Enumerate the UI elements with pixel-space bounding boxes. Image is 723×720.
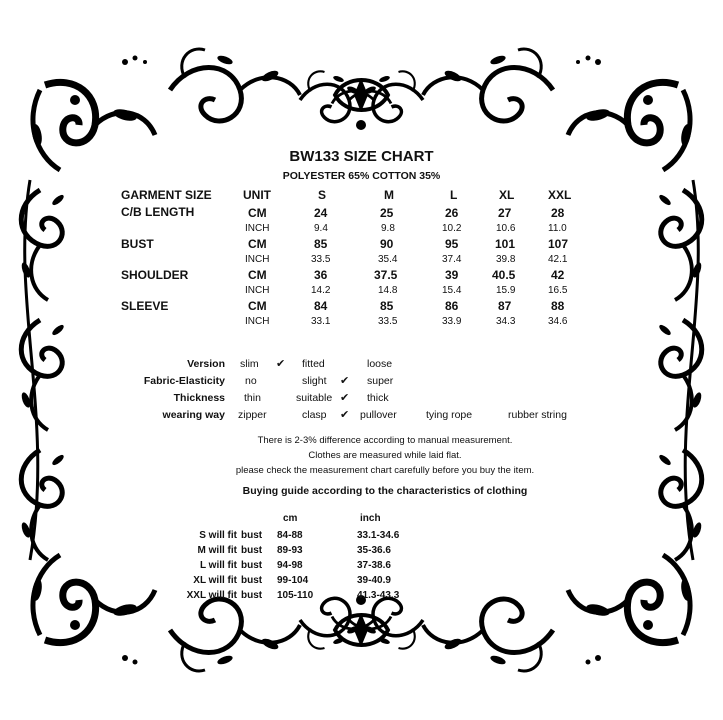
header-size-m: M (384, 188, 394, 202)
cell-cm: 27 (498, 206, 512, 220)
cell-cm: 85 (314, 237, 328, 251)
attr-option: pullover (360, 409, 397, 421)
cell-cm: 37.5 (374, 268, 398, 282)
header-garment-size: GARMENT SIZE (121, 188, 212, 202)
row-label-bust: BUST (121, 237, 154, 251)
unit-inch: INCH (245, 254, 270, 265)
cell-inch: 9.8 (381, 223, 395, 234)
cell-inch: 33.9 (442, 316, 462, 327)
material-composition: POLYESTER 65% COTTON 35% (282, 170, 441, 182)
check-mark-icon: ✔ (340, 409, 350, 421)
attr-label-fabric-elasticity: Fabric-Elasticity (143, 375, 225, 387)
unit-cm: CM (248, 299, 267, 313)
check-mark-icon: ✔ (340, 392, 350, 404)
attr-option: suitable (296, 392, 333, 404)
guide-cm: 105-110 (277, 590, 314, 601)
guide-inch: 37-38.6 (357, 560, 391, 571)
cell-inch: 33.5 (311, 254, 331, 265)
note-line: please check the measurement chart carefully before you buy the item. (235, 465, 535, 476)
cell-cm: 95 (445, 237, 459, 251)
guide-header-cm: cm (283, 513, 298, 524)
header-size-l: L (450, 188, 458, 202)
attr-label-version: Version (187, 358, 225, 370)
cell-inch: 35.4 (378, 254, 398, 265)
unit-cm: CM (248, 237, 267, 251)
cell-cm: 107 (548, 237, 569, 251)
cell-inch: 42.1 (548, 254, 568, 265)
note-line: Clothes are measured while laid flat. (308, 450, 462, 461)
attr-option: thick (367, 392, 389, 404)
unit-inch: INCH (245, 223, 270, 234)
check-mark-icon: ✔ (340, 375, 350, 387)
chart-title: BW133 SIZE CHART (289, 148, 434, 165)
unit-cm: CM (248, 268, 267, 282)
cell-cm: 87 (498, 299, 512, 313)
cell-cm: 25 (380, 206, 394, 220)
guide-fit-label: L will fit (199, 560, 237, 571)
guide-cm: 94-98 (277, 560, 303, 571)
guide-cm: 99-104 (277, 575, 309, 586)
guide-cm: 89-93 (277, 545, 303, 556)
attr-option: zipper (238, 409, 267, 421)
guide-part: bust (241, 545, 263, 556)
unit-inch: INCH (245, 316, 270, 327)
check-mark-icon: ✔ (276, 358, 286, 370)
attr-option: no (245, 375, 257, 387)
attr-option: thin (244, 392, 261, 404)
cell-inch: 9.4 (314, 223, 328, 234)
cell-cm: 86 (445, 299, 459, 313)
attr-option: tying rope (426, 409, 473, 421)
attr-option: loose (367, 358, 393, 370)
guide-part: bust (241, 590, 263, 601)
guide-part: bust (241, 530, 263, 541)
cell-inch: 15.9 (496, 285, 516, 296)
cell-inch: 16.5 (548, 285, 568, 296)
attr-option: rubber string (508, 409, 567, 421)
attr-option: slight (302, 375, 327, 387)
cell-inch: 37.4 (442, 254, 462, 265)
cell-cm: 42 (551, 268, 565, 282)
attr-label-thickness: Thickness (173, 392, 225, 404)
attr-option: clasp (302, 409, 327, 421)
cell-cm: 36 (314, 268, 328, 282)
guide-inch: 33.1-34.6 (357, 530, 400, 541)
guide-part: bust (241, 575, 263, 586)
cell-inch: 39.8 (496, 254, 516, 265)
row-label-shoulder: SHOULDER (121, 268, 189, 282)
guide-fit-label: XXL will fit (186, 590, 237, 601)
cell-cm: 26 (445, 206, 459, 220)
cell-inch: 14.2 (311, 285, 331, 296)
cell-cm: 28 (551, 206, 565, 220)
header-size-s: S (318, 188, 327, 202)
guide-fit-label: XL will fit (193, 575, 237, 586)
cell-inch: 14.8 (378, 285, 398, 296)
buying-guide-title: Buying guide according to the characteristics of clothing (242, 485, 528, 497)
unit-cm: CM (248, 206, 267, 220)
guide-header-inch: inch (360, 513, 381, 524)
cell-cm: 88 (551, 299, 565, 313)
cell-inch: 10.2 (442, 223, 462, 234)
cell-cm: 90 (380, 237, 394, 251)
attr-option: super (367, 375, 394, 387)
header-unit: UNIT (243, 188, 271, 202)
guide-inch: 39-40.9 (357, 575, 391, 586)
attr-option: fitted (302, 358, 325, 370)
guide-part: bust (241, 560, 263, 571)
row-label-sleeve: SLEEVE (121, 299, 169, 313)
cell-inch: 34.3 (496, 316, 516, 327)
cell-cm: 84 (314, 299, 328, 313)
cell-inch: 33.1 (311, 316, 331, 327)
cell-cm: 24 (314, 206, 328, 220)
cell-cm: 85 (380, 299, 394, 313)
guide-fit-label: S will fit (199, 530, 237, 541)
cell-cm: 40.5 (492, 268, 516, 282)
note-line: There is 2-3% difference according to manual measurement. (257, 435, 513, 446)
cell-inch: 10.6 (496, 223, 516, 234)
header-size-xxl: XXL (548, 188, 572, 202)
attr-option: slim (240, 358, 259, 370)
guide-inch: 41.3-43.3 (357, 590, 400, 601)
cell-inch: 33.5 (378, 316, 398, 327)
guide-inch: 35-36.6 (357, 545, 391, 556)
cell-cm: 101 (495, 237, 516, 251)
header-size-xl: XL (499, 188, 515, 202)
guide-cm: 84-88 (277, 530, 303, 541)
guide-fit-label: M will fit (197, 545, 237, 556)
row-label-cb-length: C/B LENGTH (121, 205, 195, 219)
cell-inch: 34.6 (548, 316, 568, 327)
attr-label-wearing-way: wearing way (162, 409, 225, 421)
cell-inch: 11.0 (548, 223, 567, 234)
cell-inch: 15.4 (442, 285, 462, 296)
unit-inch: INCH (245, 285, 270, 296)
cell-cm: 39 (445, 268, 459, 282)
